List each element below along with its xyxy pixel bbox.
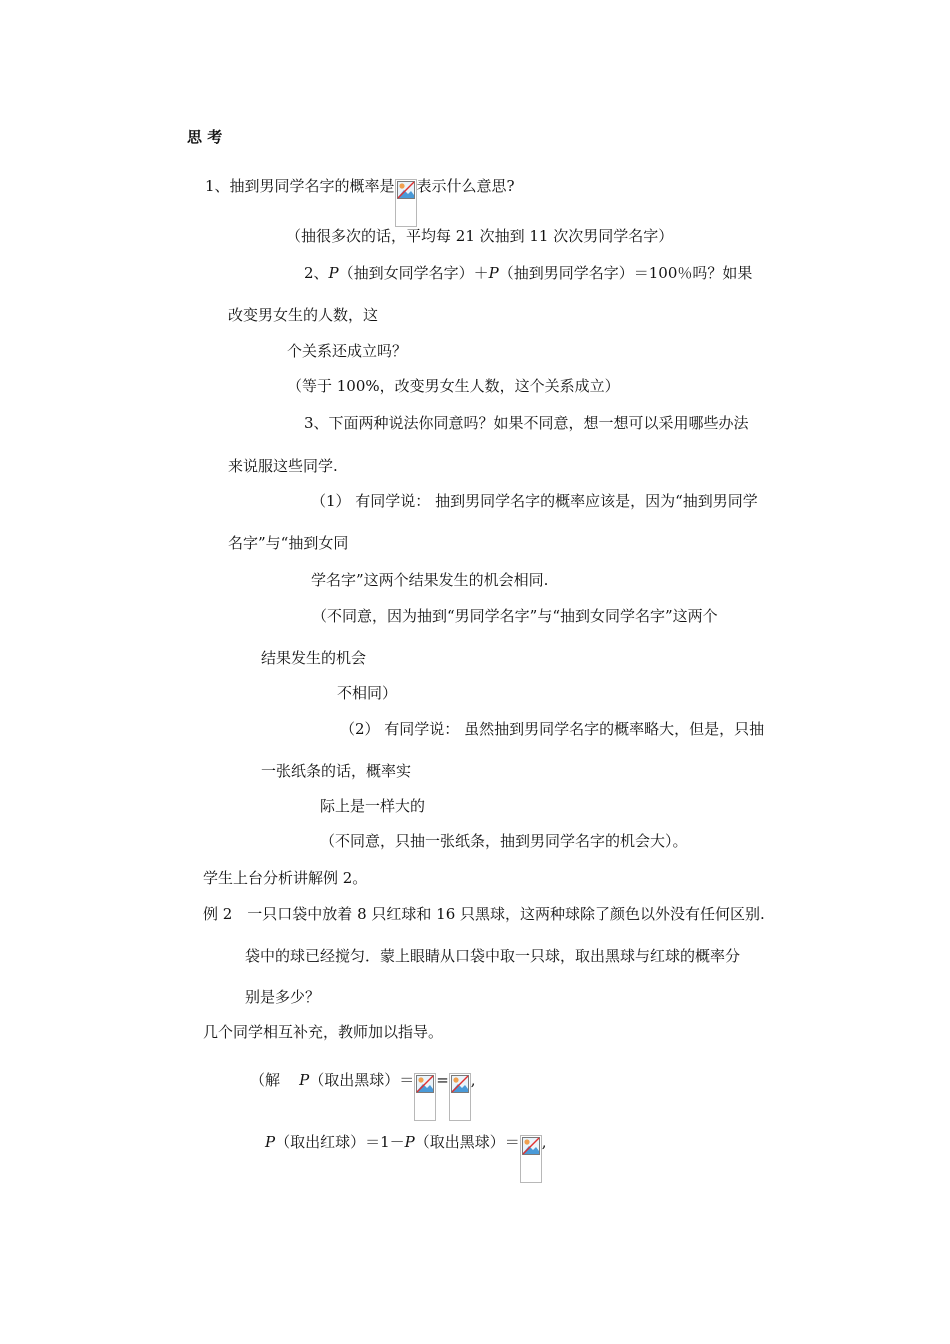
q2-line-2: 改变男女生的人数，这: [228, 306, 379, 324]
statement-1-answer-line-2: 结果发生的机会: [261, 649, 367, 667]
q1-text: 1、抽到男同学名字的概率是: [205, 177, 395, 195]
solution-line-2: P（取出红球）＝1－P（取出黑球）＝ ,: [265, 1132, 547, 1183]
broken-image-icon: [520, 1135, 542, 1183]
students-analysis: 学生上台分析讲解例 2。: [203, 869, 368, 887]
question-2: 2、P（抽到女同学名字）＋P（抽到男同学名字）＝100％吗？如果: [304, 264, 753, 282]
statement-1-line-3: 学名字”这两个结果发生的机会相同.: [311, 571, 549, 589]
q2-answer: （等于 100%，改变男女生人数，这个关系成立）: [287, 377, 620, 395]
broken-image-icon: [414, 1073, 436, 1121]
statement-1-answer: （不同意，因为抽到“男同学名字”与“抽到女同学名字”这两个: [312, 607, 718, 625]
broken-image-icon: [395, 179, 417, 227]
example-2-line-3: 别是多少？: [245, 988, 321, 1006]
statement-1-line-2: 名字”与“抽到女同: [228, 534, 349, 552]
question-3: 3、下面两种说法你同意吗？如果不同意，想一想可以采用哪些办法: [304, 414, 749, 432]
statement-2-line-2: 一张纸条的话，概率实: [261, 762, 412, 780]
q1-answer: （抽很多次的话，平均每 21 次抽到 11 次次男同学名字）: [286, 227, 674, 245]
teacher-guidance: 几个同学相互补充，教师加以指导。: [203, 1023, 444, 1041]
example-2: 例 2 一只口袋中放着 8 只红球和 16 只黑球，这两种球除了颜色以外没有任何区别.: [203, 905, 765, 923]
statement-2-line-3: 际上是一样大的: [320, 797, 426, 815]
q3-line-2: 来说服这些同学.: [228, 457, 338, 475]
q2-line-3: 个关系还成立吗？: [287, 342, 408, 360]
statement-1-answer-line-3: 不相同）: [337, 684, 398, 702]
page-heading: 思 考: [187, 128, 223, 146]
question-1: [205, 176, 515, 227]
statement-1: （1） 有同学说： 抽到男同学名字的概率应该是，因为“抽到男同学: [311, 492, 758, 510]
statement-2: （2） 有同学说： 虽然抽到男同学名字的概率略大，但是，只抽: [340, 720, 765, 738]
example-2-line-2: 袋中的球已经搅匀．蒙上眼睛从口袋中取一只球，取出黑球与红球的概率分: [245, 947, 741, 965]
q1-text-after: 表示什么意思?: [416, 177, 515, 195]
broken-image-icon: [449, 1073, 471, 1121]
solution-line-1: （解 P（取出黑球）＝ = ,: [250, 1070, 476, 1121]
statement-2-answer: （不同意，只抽一张纸条，抽到男同学名字的机会大）。: [320, 832, 688, 850]
